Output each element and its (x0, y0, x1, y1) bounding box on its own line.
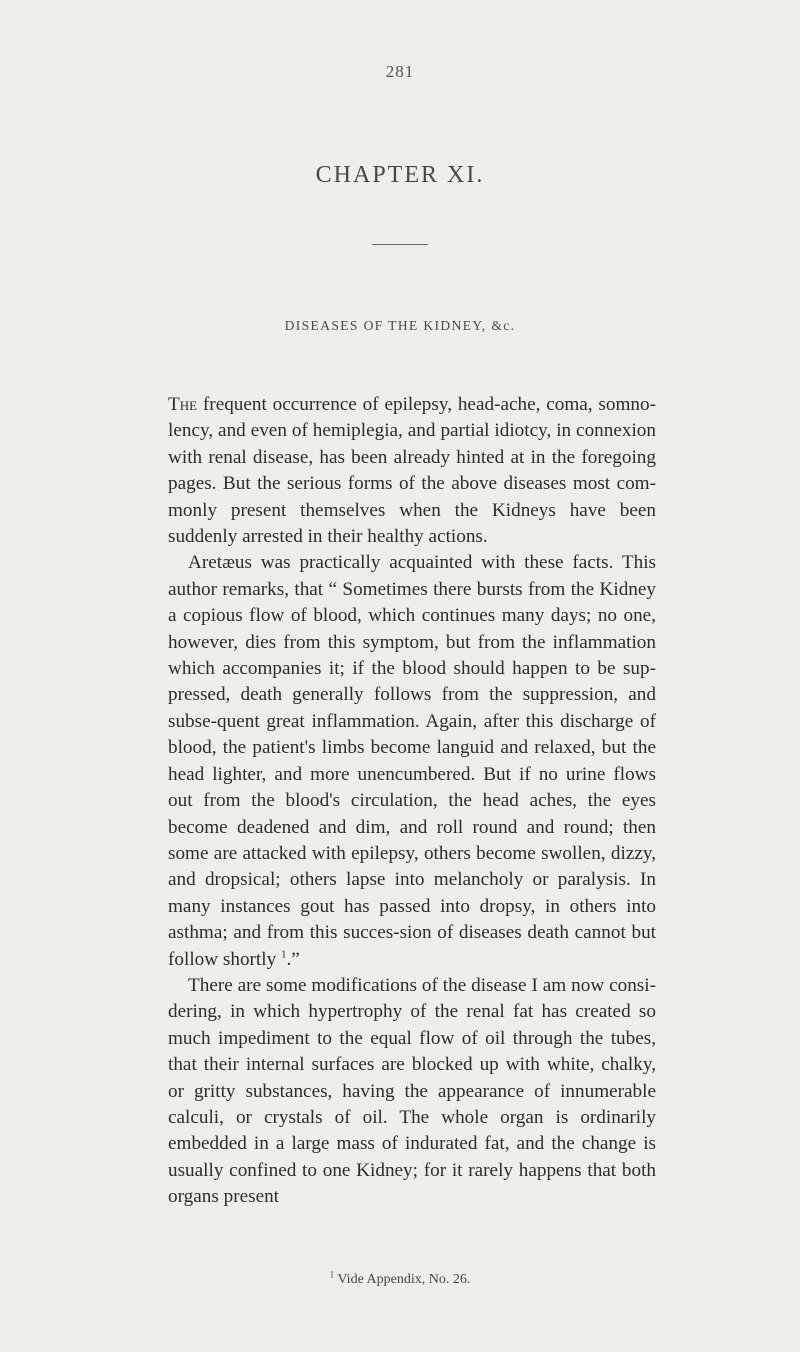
paragraph-3 (168, 973, 656, 1211)
footnote-marker: 1 (329, 1269, 335, 1280)
paragraph-2-text: Aretæus was practically acquainted with these facts. This author remarks, that “ Sometimes there bursts from the Kidney a copious flow of blood, which continues many days; no one, however, dies from this symptom, but from the inflammation which accompanies it; if the blood should happen to be sup-pressed, death generally follows from the suppression, and subse-quent great inflammation. Again, after this discharge of blood, the patient's limbs become languid and relaxed, but the head lighter, and more unencumbered. But if no urine flows out from the blood's circulation, the head aches, the eyes become deadened and dim, and roll round and round; then some are attacked with epilepsy, others become swollen, dizzy, and dropsical; others lapse into melancholy or paralysis. In many instances gout has passed into dropsy, in others into asthma; and from this succes-sion of diseases death cannot but follow shortly (168, 552, 656, 970)
paragraph-2-close: .” (286, 948, 300, 970)
paragraph-1 (168, 392, 656, 550)
footnote (0, 1269, 800, 1288)
body-text (168, 392, 656, 1211)
paragraph-1-lead: The (168, 394, 198, 415)
title-divider (372, 244, 428, 245)
section-title: DISEASES OF THE KIDNEY, &c. (284, 318, 516, 333)
footnote-text: Vide Appendix, No. 26. (334, 1272, 471, 1287)
page-number: 281 (385, 62, 415, 81)
chapter-title: CHAPTER XI. (315, 162, 485, 188)
paragraph-1-text: frequent occurrence of epilepsy, head-ache, coma, somno-lency, and even of hemiplegia, and partial idiotcy, in connexion with renal disease, has been already hinted at in the foregoing pages. But the serious forms of the above diseases most com-monly present themselves when the Kidneys have been suddenly arrested in their healthy actions. (168, 394, 656, 548)
paragraph-3-text: There are some modifications of the disease I am now consi-dering, in which hypertrophy of the renal fat has created so much impediment to the equal flow of oil through the tubes, that their internal surfaces are blocked up with white, chalky, or gritty substances, having the appearance of innumerable calculi, or crystals of oil. The whole organ is ordinarily embedded in a large mass of indurated fat, and the change is usually confined to one Kidney; for it rarely happens that both organs present (168, 974, 656, 1208)
paragraph-2 (168, 550, 656, 973)
footnote-reference: 1 (281, 948, 287, 961)
